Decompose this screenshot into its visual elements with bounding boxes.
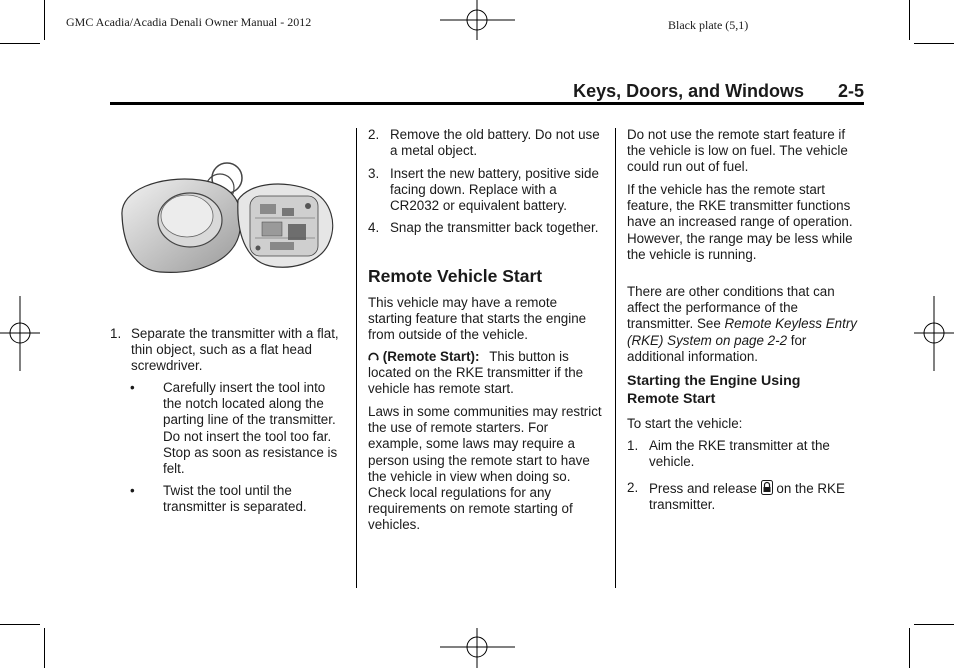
bullet-icon: • bbox=[130, 380, 135, 395]
crop-mark bbox=[0, 624, 40, 625]
step-number: 2. bbox=[368, 127, 380, 142]
column-divider bbox=[356, 128, 357, 588]
step-text: Aim the RKE transmitter at the vehicle. bbox=[649, 438, 830, 470]
crop-mark bbox=[0, 43, 40, 44]
plate-label: Black plate (5,1) bbox=[668, 18, 749, 32]
crop-mark bbox=[914, 43, 954, 44]
bullet-icon: • bbox=[130, 483, 135, 498]
registration-mark-icon bbox=[0, 296, 40, 371]
manual-title: GMC Acadia/Acadia Denali Owner Manual - 2012 bbox=[66, 15, 312, 29]
step-text: Separate the transmitter with a flat, thin object, such as a flat head screwdriver. bbox=[131, 326, 339, 374]
page-header bbox=[110, 81, 864, 105]
fuel-paragraph: Do not use the remote start feature if the vehicle is low on fuel. The vehicle could run out of fuel. bbox=[627, 127, 848, 175]
remote-start-label: (Remote Start): bbox=[382, 349, 480, 364]
step-3 bbox=[368, 166, 608, 215]
step-text-post: on the RKE transmitter. bbox=[649, 481, 845, 513]
step-4 bbox=[368, 220, 608, 236]
remote-start-block bbox=[368, 349, 608, 398]
conditions-text: There are other conditions that can affect the performance of the transmitter. See bbox=[627, 284, 835, 332]
step-number: 4. bbox=[368, 220, 380, 235]
step-text: Snap the transmitter back together. bbox=[390, 220, 599, 235]
subheading: Starting the Engine Using Remote Start bbox=[627, 373, 801, 407]
step-number: 3. bbox=[368, 166, 380, 181]
key-fob-transmitter-illustration bbox=[110, 160, 350, 285]
step-2 bbox=[368, 127, 608, 159]
intro-paragraph: This vehicle may have a remote starting feature that starts the engine from outside of the vehicle. bbox=[368, 295, 587, 343]
crop-mark bbox=[44, 0, 45, 40]
step-number: 1. bbox=[110, 326, 122, 341]
range-paragraph: If the vehicle has the remote start feature, the RKE transmitter functions have an increased range of operation. However, the range may be less while the vehicle is running. bbox=[627, 182, 853, 262]
to-start-text: To start the vehicle: bbox=[627, 416, 743, 431]
remote-start-icon bbox=[368, 351, 379, 362]
crop-mark bbox=[44, 628, 45, 668]
remote-start-text: This button is located on the RKE transmitter if the vehicle has remote start. bbox=[368, 349, 584, 397]
conditions-suffix: for additional information. bbox=[627, 332, 807, 364]
bullet-item bbox=[130, 380, 345, 477]
step-text: Insert the new battery, positive side facing down. Replace with a CR2032 or equivalent battery. bbox=[390, 166, 599, 214]
step-number: 1. bbox=[627, 438, 639, 453]
registration-mark-icon bbox=[440, 0, 515, 40]
remote-start-paragraph bbox=[368, 349, 608, 398]
bullet-item bbox=[130, 483, 345, 515]
step-number: 2. bbox=[627, 480, 639, 495]
step-text-pre: Press and release bbox=[649, 481, 757, 496]
step-text bbox=[649, 480, 863, 513]
rke-reference-link[interactable]: Remote Keyless Entry (RKE) System on page 2-2 bbox=[627, 316, 857, 348]
crop-mark bbox=[909, 0, 910, 40]
conditions-paragraph bbox=[627, 284, 863, 365]
lock-icon bbox=[761, 480, 773, 495]
registration-mark-icon bbox=[914, 296, 954, 371]
step-1 bbox=[110, 326, 344, 375]
crop-mark bbox=[914, 624, 954, 625]
crop-mark bbox=[909, 628, 910, 668]
page-number: 2-5 bbox=[837, 81, 864, 101]
start-step-2 bbox=[627, 480, 863, 513]
bullet-text: Carefully insert the tool into the notch located along the parting line of the transmitter. Do not insert the tool too far. Stop as soon as resistance is felt. bbox=[163, 380, 338, 477]
section-heading: Remote Vehicle Start bbox=[368, 266, 543, 286]
section-title: Keys, Doors, and Windows bbox=[573, 81, 804, 101]
start-step-1 bbox=[627, 438, 863, 470]
column-divider bbox=[615, 128, 616, 588]
registration-mark-icon bbox=[440, 628, 515, 668]
step-text: Remove the old battery. Do not use a metal object. bbox=[390, 127, 600, 159]
laws-paragraph: Laws in some communities may restrict the use of remote starters. For example, some laws may require a person using the remote start to have the vehicle in view when doing so. Check local regulations for any requirements on remote starting of vehicles. bbox=[368, 404, 602, 533]
bullet-text: Twist the tool until the transmitter is separated. bbox=[163, 483, 307, 515]
